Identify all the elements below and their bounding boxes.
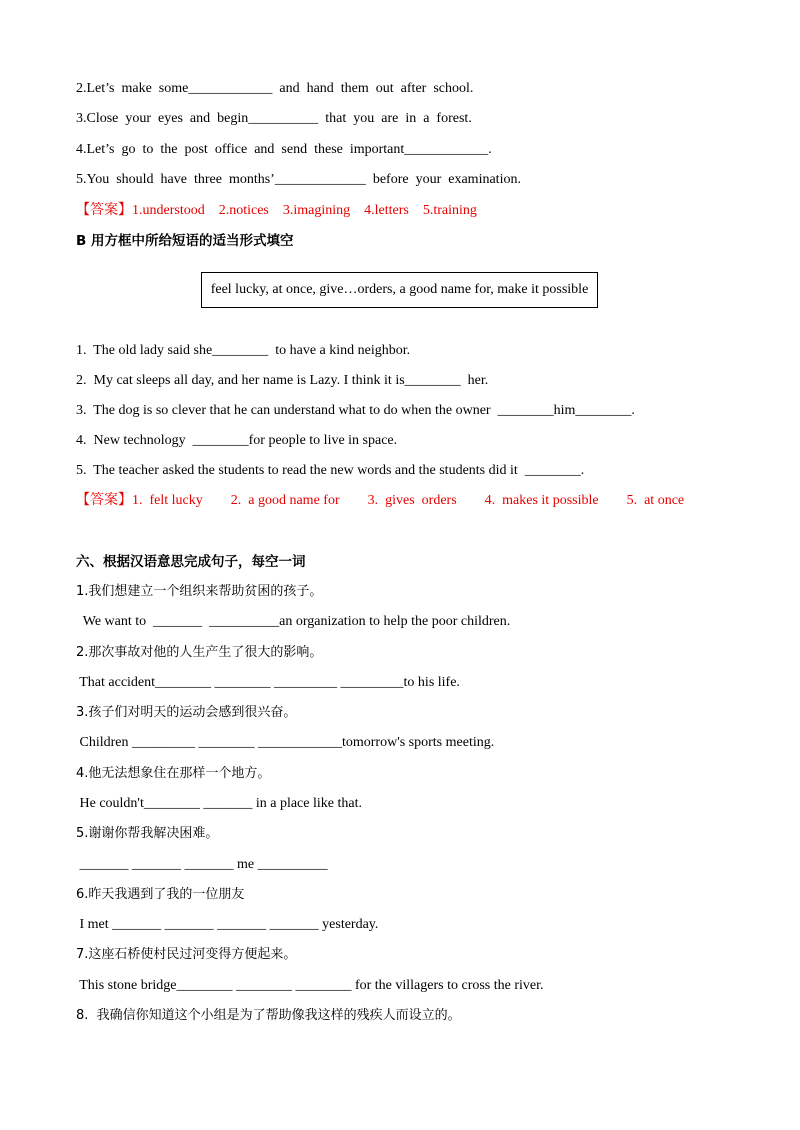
phrase-box: feel lucky, at once, give…orders, a good name for, make it possible [201,272,598,308]
translation-item-6-english: I met _______ _______ _______ _______ yesterday. [76,917,379,932]
section-six-heading: 六、根据汉语意思完成句子，每空一词 [76,554,306,570]
exercise-b-item-2: 2. My cat sleeps all day, and her name is Lazy. I think it is________ her. [76,373,489,388]
translation-item-4-chinese: 4.他无法想象住在那样一个地方。 [76,766,271,781]
translation-item-7-english: This stone bridge________ ________ ________ for the villagers to cross the river. [76,978,544,993]
translation-item-2-english: That accident________ ________ _________ _________to his life. [76,675,460,690]
translation-item-5-chinese: 5.谢谢你帮我解决困难。 [76,826,219,841]
exercise-a-item-5: 5.You should have three months’_____________ before your examination. [76,172,521,187]
translation-item-1-english: We want to _______ __________an organization to help the poor children. [76,614,511,629]
exercise-a-item-3: 3.Close your eyes and begin__________ that you are in a forest. [76,111,472,126]
answer-key-a: 【答案】1.understood 2.notices 3.imagining 4.letters 5.training [76,203,477,218]
translation-item-1-chinese: 1.我们想建立一个组织来帮助贫困的孩子。 [76,584,323,599]
section-b-heading: B 用方框中所给短语的适当形式填空 [76,233,294,249]
exercise-b-item-5: 5. The teacher asked the students to read the new words and the students did it ________. [76,463,585,478]
translation-item-7-chinese: 7.这座石桥使村民过河变得方便起来。 [76,947,297,962]
translation-item-8-chinese: 8. 我确信你知道这个小组是为了帮助像我这样的残疾人而设立的。 [76,1008,461,1023]
translation-item-6-chinese: 6.昨天我遇到了我的一位朋友 [76,887,245,902]
translation-item-2-chinese: 2.那次事故对他的人生产生了很大的影响。 [76,645,323,660]
exercise-b-item-4: 4. New technology ________for people to live in space. [76,433,398,448]
exercise-a-item-4: 4.Let’s go to the post office and send these important____________. [76,142,492,157]
translation-item-4-english: He couldn't________ _______ in a place like that. [76,796,362,811]
exercise-b-item-1: 1. The old lady said she________ to have a kind neighbor. [76,343,411,358]
translation-item-5-english: _______ _______ _______ me __________ [76,857,328,872]
exercise-a-item-2: 2.Let’s make some____________ and hand them out after school. [76,81,474,96]
translation-item-3-english: Children _________ ________ ____________tomorrow's sports meeting. [76,735,495,750]
answer-key-b: 【答案】1. felt lucky 2. a good name for 3. gives orders 4. makes it possible 5. at once [76,493,685,508]
exercise-b-item-3: 3. The dog is so clever that he can understand what to do when the owner ________him________. [76,403,635,418]
translation-item-3-chinese: 3.孩子们对明天的运动会感到很兴奋。 [76,705,297,720]
